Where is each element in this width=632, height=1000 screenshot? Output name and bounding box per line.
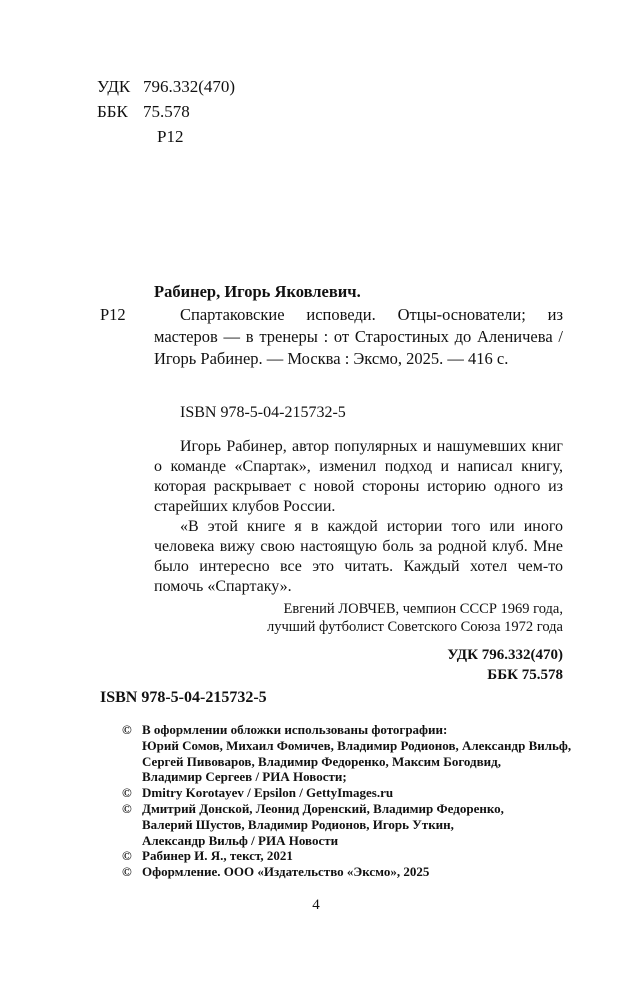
copyright-symbol: ©	[122, 785, 132, 801]
bbk-value: 75.578	[143, 102, 190, 121]
copyright-symbol: ©	[122, 722, 132, 737]
credit-entry	[122, 785, 582, 801]
isbn-line: ISBN 978-5-04-215732-5	[180, 404, 346, 421]
attribution-line-1: Евгений ЛОВЧЕВ, чемпион СССР 1969 года,	[283, 601, 563, 617]
quote-attribution	[154, 600, 563, 636]
annotation-block	[154, 437, 563, 636]
credit-entry	[122, 801, 582, 848]
quote-paragraph: «В этой книге я в каждой истории того или иного человека вижу свою настоящую боль за родной клуб. Мне было интересно все это читать. Каждый хотел чем-то помочь «Спартаку».	[154, 518, 563, 595]
top-cataloguing-block	[97, 74, 235, 149]
bbk-right-line: ББК 75.578	[487, 667, 563, 683]
annotation-paragraph: Игорь Рабинер, автор популярных и нашумевших книг о команде «Спартак», изменил подход и написал книгу, которая раскрывает с новой стороны историю одного из старейших клубов России.	[154, 438, 563, 515]
credit-line: Рабинер И. Я., текст, 2021	[142, 848, 293, 864]
isbn-bold-line: ISBN 978-5-04-215732-5	[100, 689, 267, 706]
credit-entry	[122, 864, 582, 880]
copyright-symbol: ©	[122, 848, 132, 864]
attribution-line-2: лучший футболист Советского Союза 1972 года	[266, 619, 563, 635]
credit-line: Александр Вильф / РИА Новости	[142, 832, 339, 848]
bib-author-heading: Рабинер, Игорь Яковлевич.	[154, 282, 361, 301]
udk-label: УДК	[97, 77, 131, 96]
copyright-symbol: ©	[122, 864, 132, 880]
copyright-credits	[122, 722, 582, 880]
page-number: 4	[312, 897, 320, 913]
credit-line: Юрий Сомов, Михаил Фомичев, Владимир Родионов, Александр Вильф,	[142, 737, 572, 753]
bbk-label: ББК	[97, 102, 128, 121]
credit-entry	[122, 848, 582, 864]
credit-line: Dmitry Korotayev / Epsilon / GettyImages.ru	[142, 785, 394, 801]
bib-margin-code: Р12	[100, 305, 126, 324]
copyright-symbol: ©	[122, 800, 132, 816]
bbk-line	[97, 99, 235, 124]
udk-line	[97, 74, 235, 99]
udk-right-line: УДК 796.332(470)	[447, 647, 563, 663]
credit-line: Валерий Шустов, Владимир Родионов, Игорь Уткин,	[142, 816, 454, 832]
bib-description: Спартаковские исповеди. Отцы-основатели; из мастеров — в тренеры : от Старостиных до Аленичева / Игорь Рабинер. — Москва : Эксмо, 2025. — 416 с.	[154, 305, 563, 368]
credit-line: Дмитрий Донской, Леонид Доренский, Владимир Федоренко,	[142, 800, 504, 816]
credit-entry	[122, 722, 582, 785]
udk-value: 796.332(470)	[143, 77, 236, 96]
credit-line: Оформление. ООО «Издательство «Эксмо», 2025	[142, 864, 430, 880]
credit-line: Сергей Пивоваров, Владимир Федоренко, Максим Богодвид,	[142, 753, 501, 769]
cataloguing-codes-right	[447, 645, 563, 685]
credit-line: В оформлении обложки использованы фотографии:	[142, 722, 448, 737]
credit-line: Владимир Сергеев / РИА Новости;	[142, 769, 347, 785]
author-sign-code: Р12	[157, 127, 184, 146]
